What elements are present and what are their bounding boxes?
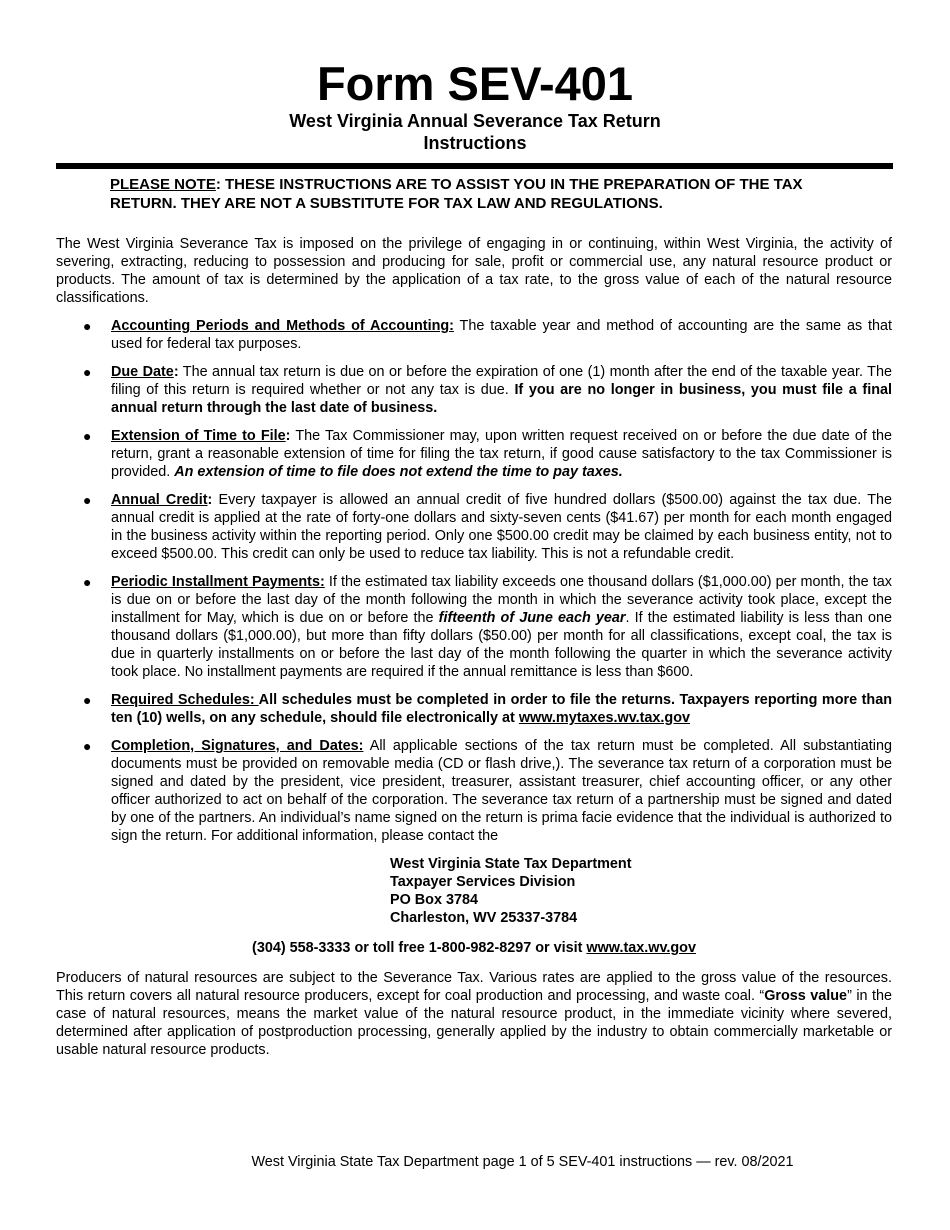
- bullet-icon: ●: [83, 364, 92, 380]
- list-item-heading: Accounting Periods and Methods of Accounting:: [111, 318, 454, 334]
- address-line: Taxpayer Services Division: [390, 874, 576, 890]
- please-note: [110, 175, 870, 213]
- list-item-heading: Due Date: [111, 364, 174, 380]
- contact-text: (304) 558-3333 or toll free 1-800-982-8297 or visit: [252, 940, 587, 956]
- address-line: Charleston, WV 25337-3784: [390, 910, 578, 926]
- page-subtitle-instructions: Instructions: [423, 133, 527, 153]
- header-divider: [56, 163, 893, 169]
- tax-website-link[interactable]: www.tax.wv.gov: [586, 940, 696, 956]
- list-item-text: All applicable sections of the tax return must be completed. All substantiating documents must be provided on removable media (CD or flash drive,). The severance tax return of a corporation must be signed and dated by the president, vice president, treasurer, assistant treasurer, chief accounting officer, or any other officer authorized to act on behalf of the corporation. The severance tax return of a partnership must be signed and dated by one of the partners. An individual’s name signed on the return is prima facie evidence that the individual is authorized to sign the return. For additional information, please contact the: [111, 738, 892, 844]
- contact-line: [56, 939, 892, 957]
- list-item-emphasis: All schedules must be completed in order to file the returns. Taxpayers reporting more than ten (10) wells, on any schedule, should file electronically at: [111, 692, 892, 726]
- list-item-heading: Required Schedules:: [111, 692, 259, 708]
- address-line: PO Box 3784: [390, 892, 478, 908]
- list-item: ● Annual Credit: Every taxpayer is allowed an annual credit of five hundred dollars ($500.00) against the tax due. The annual credit is applied at the rate of forty-one dollars and sixty-seven cents ($41.67) per month for each month engaged in the business activity within the reporting period. Only one $500.00 credit may be claimed by each business entity, not to exceed $500.00. This credit can only be used to reduce tax liability. This is not a refundable credit.: [83, 492, 893, 562]
- list-item-text: The taxable year and method of accounting are the same as that used for federal tax purposes.: [111, 318, 893, 352]
- gross-value-term: Gross value: [764, 988, 848, 1004]
- list-item-heading: Extension of Time to File: [111, 428, 286, 444]
- list-item-text: Every taxpayer is allowed an annual credit of five hundred dollars ($500.00) against the tax due. The annual credit is applied at the rate of forty-one dollars and sixty-seven cents ($41.67) per month for each month engaged in the business activity within the reporting period. Only one $500.00 credit may be claimed by each business entity, not to exceed $500.00. This credit can only be used to reduce tax liability. This is not a refundable credit.: [111, 492, 893, 562]
- bullet-icon: ●: [83, 492, 92, 508]
- bullet-icon: ●: [83, 428, 92, 444]
- list-item-emphasis: fifteenth of June each year: [438, 610, 626, 626]
- address-line: West Virginia State Tax Department: [390, 856, 632, 872]
- page-subtitle: West Virginia Annual Severance Tax Return: [289, 111, 661, 131]
- page-title: Form SEV-401: [316, 57, 634, 110]
- please-note-label: PLEASE NOTE: [110, 176, 216, 193]
- list-item: [56, 317, 892, 353]
- bullet-icon: ●: [83, 574, 92, 590]
- closing-paragraph: Producers of natural resources are subject to the Severance Tax. Various rates are applied to the gross value of the resources. This return covers all natural resource producers, except for coal production and processing, and waste coal. “Gross value” in the case of natural resources, means the market value of the natural resource product, in the immediate vicinity where severed, determined after application of postproduction processing, generally applied by the industry to obtain commercially marketable or usable natural resource products.: [56, 970, 892, 1058]
- mailing-address: [390, 855, 892, 927]
- bullet-icon: ●: [83, 738, 92, 754]
- page-footer: West Virginia State Tax Department page 1 of 5 SEV-401 instructions — rev. 08/2021: [251, 1154, 794, 1170]
- list-item-emphasis: If you are no longer in business, you must file a final annual return through the last date of business.: [111, 382, 892, 416]
- list-item-text: The annual tax return is due on or before the expiration of one (1) month after the end of the taxable year. The filing of this return is required whether or not any tax is due.: [111, 364, 892, 398]
- list-item: [56, 691, 892, 727]
- list-item-heading: Completion, Signatures, and Dates:: [111, 738, 364, 754]
- instruction-list: [56, 317, 892, 927]
- list-item: [56, 573, 892, 681]
- main-content: [56, 235, 892, 1069]
- list-item-text: If the estimated tax liability exceeds one thousand dollars ($1,000.00) per month, the tax is due on or before the last day of the month following the month in which the severance activity took place, except the installment for May, which is due on or before the: [111, 574, 892, 626]
- bullet-icon: ●: [83, 692, 92, 708]
- list-item-heading: Annual Credit: [111, 492, 208, 508]
- list-item: ● Due Date: The annual tax return is due on or before the expiration of one (1) month after the end of the taxable year. The filing of this return is required whether or not any tax is due. If you are no longer in business, you must file a final annual return through the last date of business.: [83, 364, 892, 416]
- list-item-text: The Tax Commissioner may, upon written request received on or before the due date of the return, grant a reasonable extension of time for filing the tax return, if good cause satisfactory to the tax Commissioner is provided.: [111, 428, 892, 480]
- list-item: ● Extension of Time to File: The Tax Commissioner may, upon written request received on or before the due date of the return, grant a reasonable extension of time for filing the tax return, if good cause satisfactory to the tax Commissioner is provided. An extension of time to file does not extend the time to pay taxes.: [83, 428, 892, 480]
- list-item-emphasis: An extension of time to file does not extend the time to pay taxes.: [174, 464, 623, 480]
- please-note-text: : THESE INSTRUCTIONS ARE TO ASSIST YOU IN THE PREPARATION OF THE TAX RETURN. THEY ARE NOT A SUBSTITUTE FOR TAX LAW AND REGULATIONS.: [110, 176, 803, 212]
- intro-paragraph: The West Virginia Severance Tax is imposed on the privilege of engaging in or continuing, within West Virginia, the activity of severing, extracting, reducing to possession and producing for sale, profit or commercial use, any natural resource product or products. The amount of tax is determined by the application of a tax rate, to the gross value of each of the natural resource classifications.: [56, 236, 892, 306]
- bullet-icon: ●: [83, 318, 92, 334]
- list-item: [56, 737, 892, 927]
- list-item-heading: Periodic Installment Payments:: [111, 574, 325, 590]
- list-item-text-continued: . If the estimated liability is less than one thousand dollars ($1,000.00), but more than fifty dollars ($50.00) per month for all classifications, except coal, the tax is due in quarterly installments on or before the last day of the month following the quarter in which the severance activity took place. No installment payments are required if the annual remittance is less than $600.: [111, 610, 892, 680]
- mytaxes-link[interactable]: www.mytaxes.wv.tax.gov: [518, 710, 691, 726]
